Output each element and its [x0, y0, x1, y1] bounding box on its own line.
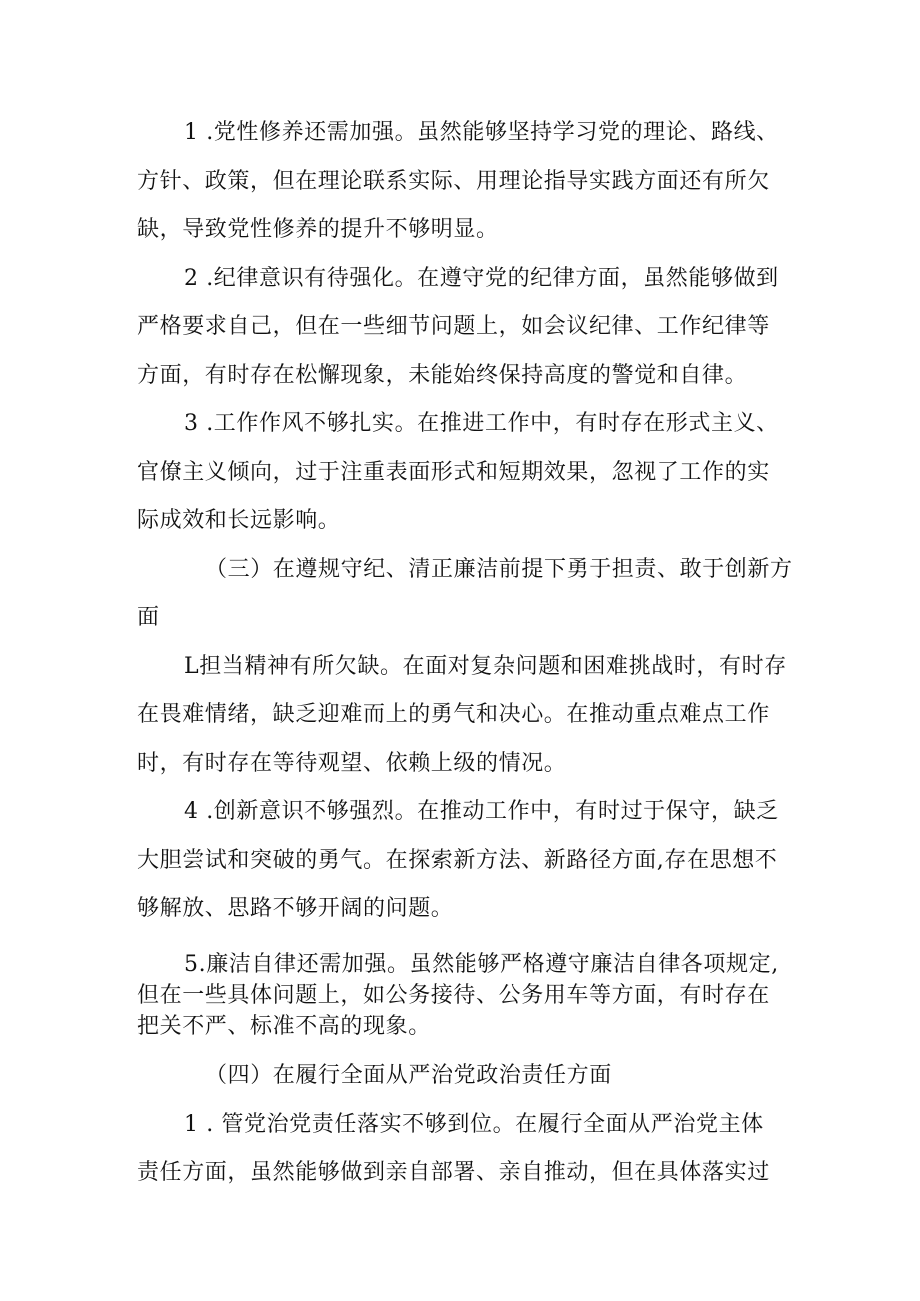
paragraph-4-line-1: 4 .创新意识不够强烈。在推动工作中，有时过于保守，缺乏: [184, 799, 779, 824]
paragraph-2-line-3: 方面，有时存在松懈现象，未能始终保持高度的警觉和自律。: [137, 363, 748, 388]
paragraph-3-line-2: 官僚主义倾向，过于注重表面形式和短期效果，忽视了工作的实: [137, 460, 770, 485]
section-4-paragraph-1-line-2: 责任方面，虽然能够做到亲自部署、亲自推动，但在具体落实过: [137, 1160, 770, 1185]
section-3-heading-line-1: （三）在遵规守纪、清正廉洁前提下勇于担责、敢于创新方: [205, 557, 793, 582]
paragraph-l-line-3: 时，有时存在等待观望、依赖上级的情况。: [137, 751, 567, 776]
paragraph-1-line-2: 方针、政策，但在理论联系实际、用理论指导实践方面还有所欠: [137, 169, 770, 194]
paragraph-3-line-1: 3 .工作作风不够扎实。在推进工作中，有时存在形式主义、: [184, 411, 779, 436]
paragraph-1-line-1: 1 .党性修养还需加强。虽然能够坚持学习党的理论、路线、: [184, 120, 779, 145]
paragraph-5-line-2: 但在一些具体问题上，如公务接待、公务用车等方面，有时存在: [137, 983, 770, 1008]
section-3-heading-line-2: 面: [137, 605, 160, 630]
paragraph-2-line-2: 严格要求自己，但在一些细节问题上，如会议纪律、工作纪律等: [137, 314, 770, 339]
paragraph-3-line-3: 际成效和长远影响。: [137, 508, 341, 533]
section-4-paragraph-1-line-1: 1 . 管党治党责任落实不够到位。在履行全面从严治党主体: [184, 1112, 764, 1137]
paragraph-5-line-1: 5.廉洁自律还需加强。虽然能够严格遵守廉洁自律各项规定,: [184, 952, 779, 977]
paragraph-l-line-2: 在畏难情绪，缺乏迎难而上的勇气和决心。在推动重点难点工作: [137, 702, 770, 727]
paragraph-4-line-3: 够解放、思路不够开阔的问题。: [137, 896, 454, 921]
section-4-heading: （四）在履行全面从严治党政治责任方面: [205, 1063, 612, 1088]
paragraph-2-line-1: 2 .纪律意识有待强化。在遵守党的纪律方面，虽然能够做到: [184, 266, 779, 291]
paragraph-l-line-1: L担当精神有所欠缺。在面对复杂问题和困难挑战时，有时存: [184, 654, 787, 679]
paragraph-4-line-2: 大胆尝试和突破的勇气。在探索新方法、新路径方面,存在思想不: [137, 848, 778, 873]
paragraph-1-line-3: 缺，导致党性修养的提升不够明显。: [137, 217, 499, 242]
paragraph-5-line-3: 把关不严、标准不高的现象。: [137, 1014, 431, 1039]
